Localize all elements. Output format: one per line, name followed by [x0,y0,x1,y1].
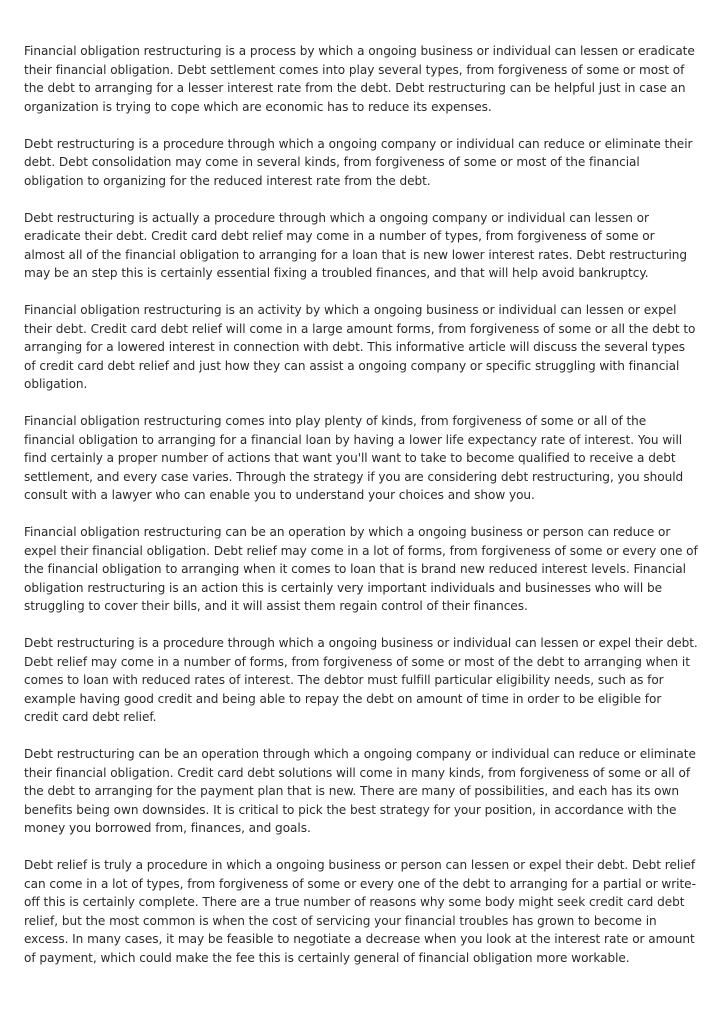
paragraph: Debt relief is truly a procedure in which a ongoing business or person can lessen or expel their debt. Debt relief can come in a lot of types, from forgiveness of some or every one of the debt to arranging for a partial or write-off this is certainly complete. There are a true number of reasons why some body might seek credit card debt relief, but the most common is when the cost of servicing your financial troubles has grown to become in excess. In many cases, it may be feasible to negotiate a decrease when you look at the interest rate or amount of payment, which could make the fee this is certainly general of financial obligation more workable. [24,858,696,965]
paragraph: Debt restructuring is actually a procedure through which a ongoing company or individual can lessen or eradicate their debt. Credit card debt relief may come in a number of types, from forgiveness of some or almost all of the financial obligation to arranging for a loan that is new lower interest rates. Debt restructuring may be an step this is certainly essential fixing a troubled finances, and that will help avoid bankruptcy. [24,210,687,280]
paragraph: Financial obligation restructuring is a process by which a ongoing business or individual can lessen or eradicate their financial obligation. Debt settlement comes into play several types, from forgiveness of some or most of the debt to arranging for a lesser interest rate from the debt. Debt restructuring can be helpful just in case an organization is trying to cope which are economic has to reduce its expenses. [24,44,695,114]
paragraph: Debt restructuring is a procedure through which a ongoing company or individual can reduce or eliminate their debt. Debt consolidation may come in several kinds, from forgiveness of some or most of the financial obligation to organizing for the reduced interest rate from the debt. [24,136,693,188]
article-body [24,42,699,986]
paragraph: Debt restructuring is a procedure through which a ongoing business or individual can lessen or expel their debt. Debt relief may come in a number of forms, from forgiveness of some or most of the debt to arranging when it comes to loan with reduced rates of interest. The debtor must fulfill particular eligibility needs, such as for example having good credit and being able to repay the debt on amount of time in order to be eligible for credit card debt relief. [24,636,698,724]
paragraph: Debt restructuring can be an operation through which a ongoing company or individual can reduce or eliminate their financial obligation. Credit card debt solutions will come in many kinds, from forgiveness of some or all of the debt to arranging for the payment plan that is new. There are many of possibilities, and each has its own benefits being own downsides. It is critical to pick the best strategy for your position, in accordance with the money you borrowed from, finances, and goals. [24,747,696,835]
paragraph: Financial obligation restructuring comes into play plenty of kinds, from forgiveness of some or all of the financial obligation to arranging for a financial loan by having a lower life expectancy rate of interest. You will find certainly a proper number of actions that want you'll want to take to become qualified to receive a debt settlement, and every case varies. Through the strategy if you are considering debt restructuring, you should consult with a lawyer who can enable you to understand your choices and show you. [24,414,684,502]
paragraph: Financial obligation restructuring can be an operation by which a ongoing business or person can reduce or expel their financial obligation. Debt relief may come in a lot of forms, from forgiveness of some or every one of the financial obligation to arranging when it comes to loan that is brand new reduced interest levels. Financial obligation restructuring is an action this is certainly very important individuals and businesses who will be struggling to cover their bills, and it will assist them regain control of their finances. [24,525,698,613]
paragraph: Financial obligation restructuring is an activity by which a ongoing business or individual can lessen or expel their debt. Credit card debt relief will come in a large amount forms, from forgiveness of some or all the debt to arranging for a lowered interest in connection with debt. This informative article will discuss the several types of credit card debt relief and just how they can assist a ongoing company or specific struggling with financial obligation. [24,303,696,391]
